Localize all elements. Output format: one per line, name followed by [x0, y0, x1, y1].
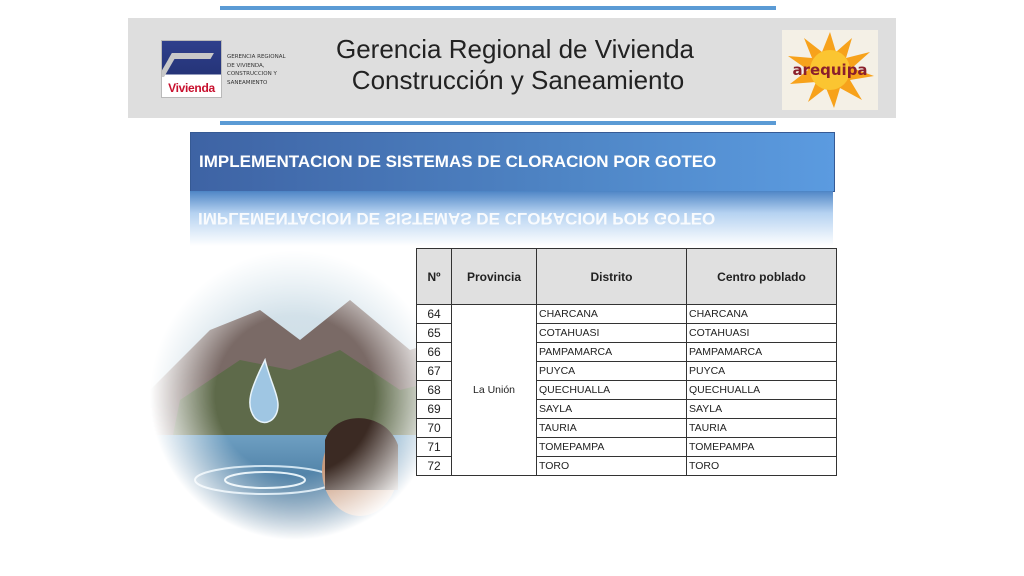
logo-caption: GERENCIA REGIONAL DE VIVIENDA, CONSTRUCCION Y SANEAMIENTO: [227, 54, 286, 86]
title-line-1: Gerencia Regional de Vivienda: [336, 34, 694, 64]
col-header-centro-poblado: Centro poblado: [687, 249, 837, 305]
centro-poblado-cell: CHARCANA: [687, 305, 837, 324]
logo-wordmark: Vivienda: [168, 81, 215, 95]
col-header-provincia: Provincia: [452, 249, 537, 305]
centro-poblado-cell: TOMEPAMPA: [687, 438, 837, 457]
col-header-distrito: Distrito: [537, 249, 687, 305]
row-number: 67: [417, 362, 452, 381]
distrito-cell: TORO: [537, 457, 687, 476]
distrito-cell: CHARCANA: [537, 305, 687, 324]
row-number: 70: [417, 419, 452, 438]
regional-logo-text: arequipa: [792, 61, 868, 79]
banner-title: IMPLEMENTACION DE SISTEMAS DE CLORACION POR GOTEO: [199, 152, 717, 171]
bottom-accent-line: [220, 121, 776, 125]
table-row: [417, 305, 837, 324]
distrito-cell: COTAHUASI: [537, 324, 687, 343]
water-drop-photo: [150, 250, 440, 540]
distrito-cell: TAURIA: [537, 419, 687, 438]
row-number: 68: [417, 381, 452, 400]
row-number: 65: [417, 324, 452, 343]
banner-reflection: [190, 191, 833, 246]
section-banner: [190, 132, 835, 192]
row-number: 72: [417, 457, 452, 476]
centro-poblado-cell: TAURIA: [687, 419, 837, 438]
centro-poblado-cell: PAMPAMARCA: [687, 343, 837, 362]
row-number: 69: [417, 400, 452, 419]
page-title: [300, 34, 730, 96]
distrito-cell: QUECHUALLA: [537, 381, 687, 400]
row-number: 71: [417, 438, 452, 457]
row-number: 66: [417, 343, 452, 362]
row-number: 64: [417, 305, 452, 324]
centro-poblado-cell: TORO: [687, 457, 837, 476]
title-line-2: Construcción y Saneamiento: [351, 65, 685, 95]
top-accent-line: [220, 6, 776, 10]
banner-title-reflection: IMPLEMENTACION DE SISTEMAS DE CLORACION POR GOTEO: [198, 209, 716, 228]
cloracion-table: [416, 248, 837, 476]
distrito-cell: SAYLA: [537, 400, 687, 419]
col-header-num: Nº: [417, 249, 452, 305]
house-roof-icon: [161, 53, 214, 77]
vivienda-logo: [161, 40, 222, 98]
centro-poblado-cell: QUECHUALLA: [687, 381, 837, 400]
arequipa-sun-logo: [782, 30, 878, 110]
centro-poblado-cell: PUYCA: [687, 362, 837, 381]
distrito-cell: TOMEPAMPA: [537, 438, 687, 457]
provincia-cell: La Unión: [452, 305, 537, 476]
centro-poblado-cell: COTAHUASI: [687, 324, 837, 343]
centro-poblado-cell: SAYLA: [687, 400, 837, 419]
table-header-row: [417, 249, 837, 305]
distrito-cell: PAMPAMARCA: [537, 343, 687, 362]
distrito-cell: PUYCA: [537, 362, 687, 381]
